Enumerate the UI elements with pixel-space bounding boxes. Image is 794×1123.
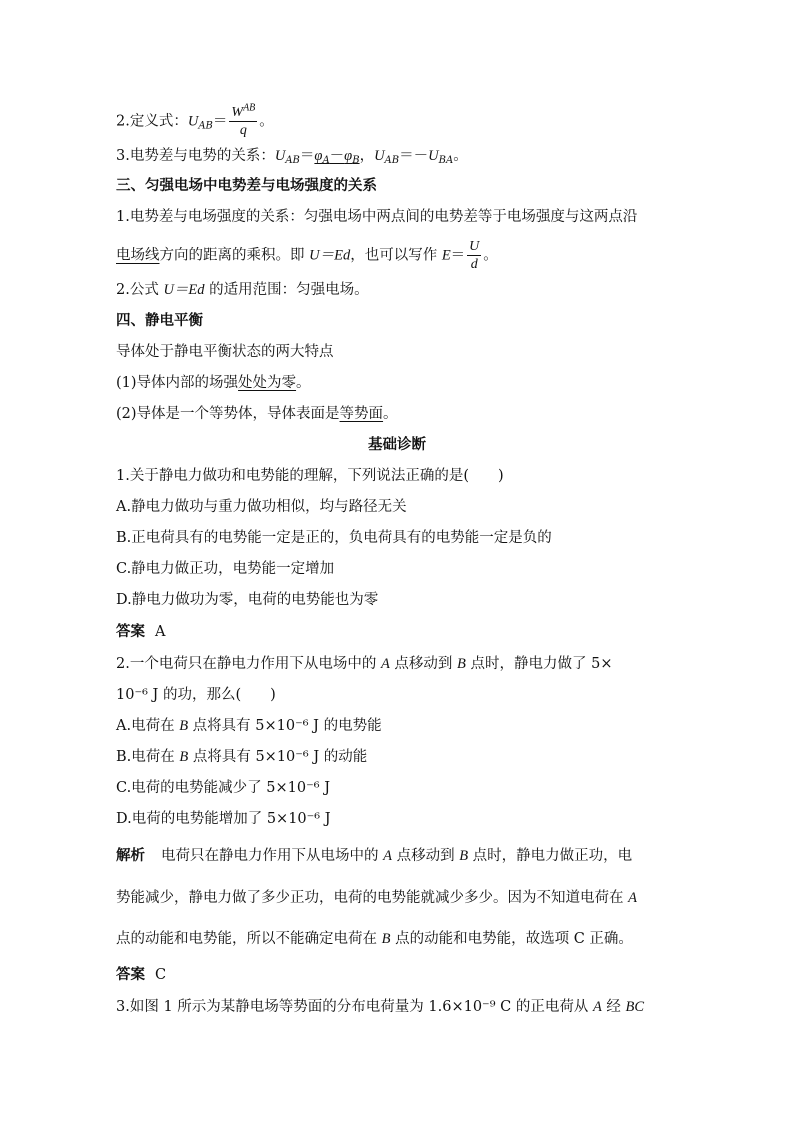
var-phi: φ — [344, 148, 353, 164]
period: 。 — [259, 113, 274, 130]
text: A.电荷在 — [116, 718, 180, 734]
scope-line — [116, 280, 369, 300]
var-q: q — [239, 123, 247, 138]
feature-2 — [116, 404, 398, 424]
q1-option-a: A.静电力做功与重力做功相似，均与路径无关 — [116, 499, 407, 515]
text: 点时，静电力做了 5× — [465, 656, 613, 672]
formula-UEd: U＝Ed — [309, 247, 351, 264]
text: 方向的距离的乘积。即 — [159, 247, 310, 264]
feature-1 — [116, 373, 311, 393]
text: 点移动到 — [389, 656, 458, 672]
q1-option-c: C.静电力做正功，电势能一定增加 — [116, 561, 335, 577]
text: 2.公式 — [116, 282, 164, 298]
text: 2.定义式： — [116, 113, 188, 130]
subscript: AB — [384, 155, 400, 166]
answer-label: 答案 — [116, 623, 145, 640]
point-B: B — [459, 848, 469, 864]
point-B: B — [179, 718, 189, 734]
section-heading-4: 四、静电平衡 — [116, 312, 203, 329]
analysis-label: 解析 — [116, 847, 145, 864]
subscript: AB — [198, 120, 213, 132]
relation-line — [116, 146, 468, 166]
q3-stem — [116, 997, 644, 1017]
comma: ， — [359, 148, 375, 164]
subscript: B — [352, 155, 360, 166]
period: 。 — [483, 247, 498, 264]
q2-stem-line1 — [116, 654, 612, 674]
points-BC: BC — [625, 999, 645, 1015]
period: 。 — [383, 406, 398, 422]
text: 点时，静电力做正功，电 — [468, 848, 633, 864]
q1-option-d: D.静电力做功为零，电荷的电势能也为零 — [116, 592, 379, 608]
answer-label: 答案 — [116, 966, 145, 983]
text: B.电荷在 — [116, 749, 180, 765]
text: 3.电势差与电势的关系： — [116, 148, 275, 164]
q2-answer — [116, 965, 166, 985]
fraction-W-over-q — [229, 104, 257, 139]
underlined-term: 等势面 — [339, 406, 384, 422]
var-U: U — [374, 148, 385, 164]
subscript: AB — [285, 155, 300, 166]
section-heading-3: 三、匀强电场中电势差与电场强度的关系 — [116, 177, 377, 194]
minus: － — [329, 148, 345, 164]
formula-line — [116, 238, 498, 273]
text: 点将具有 5×10⁻⁶ J 的动能 — [188, 749, 368, 765]
text: 经 — [601, 999, 626, 1015]
point-B: B — [381, 931, 391, 947]
text: (1)导体内部的场强 — [116, 375, 239, 391]
subscript: BA — [438, 155, 454, 166]
equals: ＝ — [450, 247, 466, 264]
var-U: U — [469, 239, 480, 254]
var-E: E — [441, 247, 451, 264]
equals-minus: ＝－ — [399, 148, 429, 164]
answer-value: A — [155, 624, 166, 640]
text: 电荷只在静电力作用下从电场中的 — [161, 848, 384, 864]
text: 点的动能和电势能，故选项 — [390, 931, 574, 947]
underlined-phi-difference — [314, 148, 359, 164]
answer-value: C — [155, 967, 167, 983]
text: 3.如图 1 所示为某静电场等势面的分布电荷量为 1.6×10⁻⁹ C 的正电荷从 — [116, 999, 593, 1015]
q2-stem-line2: 10⁻⁶ J 的功，那么( ) — [116, 687, 276, 703]
equals: ＝ — [299, 148, 315, 164]
formula-UEd: U＝Ed — [163, 282, 205, 298]
fraction-U-over-d — [467, 238, 481, 273]
section-title: 基础诊断 — [368, 436, 426, 453]
text: ，也可以写作 — [350, 247, 442, 264]
point-A: A — [380, 656, 390, 672]
var-U: U — [274, 148, 286, 164]
underlined-term: 电场线 — [116, 247, 160, 264]
q2-analysis-line3 — [116, 929, 633, 949]
option-C: C — [573, 931, 585, 947]
q1-option-b: B.正电荷具有的电势能一定是正的，负电荷具有的电势能一定是负的 — [116, 530, 552, 546]
period: 。 — [296, 375, 311, 391]
q2-option-c: C.电荷的电势能减少了 5×10⁻⁶ J — [116, 780, 331, 796]
equals: ＝ — [212, 113, 228, 130]
var-W: W — [231, 105, 244, 120]
underlined-term: 处处为零 — [238, 375, 297, 391]
text: 点将具有 5×10⁻⁶ J 的电势能 — [188, 718, 382, 734]
superscript: AB — [243, 102, 256, 114]
q2-analysis-line2 — [116, 888, 637, 908]
q2-analysis-line1 — [116, 846, 632, 866]
q1-answer — [116, 622, 165, 642]
point-A: A — [383, 848, 392, 864]
text: 点移动到 — [391, 848, 460, 864]
point-A: A — [628, 890, 637, 906]
paragraph-line: 导体处于静电平衡状态的两大特点 — [116, 344, 334, 360]
var-U: U — [428, 148, 439, 164]
point-A: A — [592, 999, 602, 1015]
text: 点的动能和电势能，所以不能确定电荷在 — [116, 931, 382, 947]
var-U: U — [187, 113, 199, 130]
subscript: A — [322, 155, 330, 166]
q2-option-d: D.电荷的电势能增加了 5×10⁻⁶ J — [116, 811, 331, 827]
q2-option-b — [116, 747, 367, 767]
q1-stem: 1.关于静电力做功和电势能的理解，下列说法正确的是( ) — [116, 468, 504, 484]
text: 2.一个电荷只在静电力作用下从电场中的 — [116, 656, 381, 672]
text: 势能减少，静电力做了多少正功，电荷的电势能就减少多少。因为不知道电荷在 — [116, 890, 629, 906]
paragraph-line: 1.电势差与电场强度的关系：匀强电场中两点间的电势差等于电场强度与这两点沿 — [116, 209, 638, 225]
q2-option-a — [116, 716, 382, 736]
period: 。 — [453, 148, 468, 164]
var-phi: φ — [314, 148, 323, 164]
point-B: B — [179, 749, 189, 765]
text: 正确。 — [584, 931, 633, 947]
text: 的适用范围：匀强电场。 — [204, 282, 369, 298]
text: (2)导体是一个等势体，导体表面是 — [116, 406, 340, 422]
point-B: B — [457, 656, 466, 672]
definition-line — [116, 104, 274, 139]
var-d: d — [470, 257, 478, 272]
